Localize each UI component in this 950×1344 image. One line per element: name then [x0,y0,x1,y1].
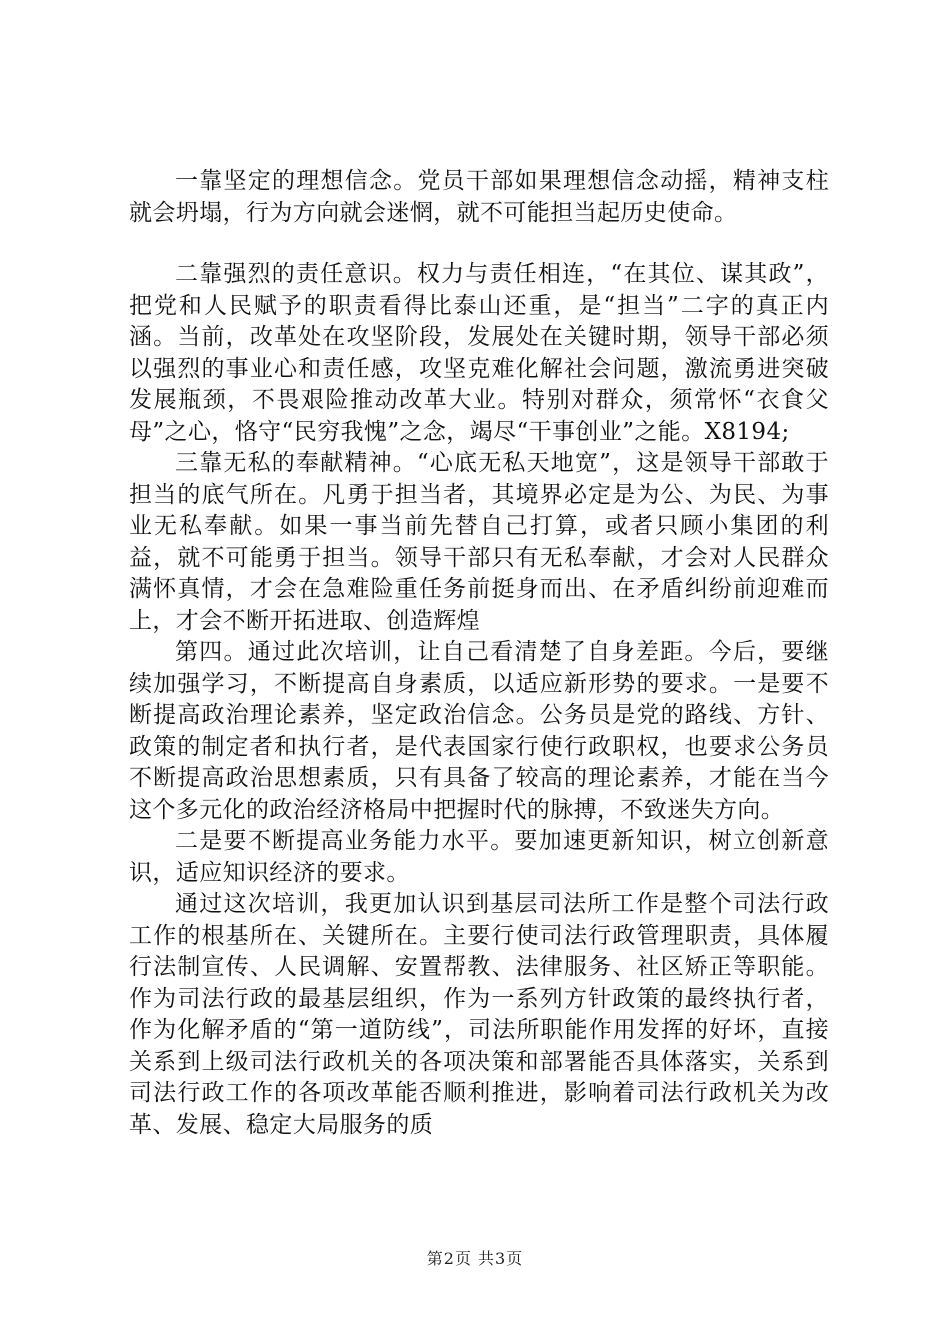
page-number-footer: 第2页 共3页 [426,1249,524,1268]
paragraph-spacer [129,229,829,259]
paragraph-ideals: 一靠坚定的理想信念。党员干部如果理想信念动摇，精神支柱就会坍塌，行为方向就会迷惘，就不可能担当起历史使命。 [129,168,829,226]
paragraph-fourth: 第四。通过此次培训，让自己看清楚了自身差距。今后，要继续加强学习，不断提高自身素质，以适应新形势的要求。一是要不断提高政治理论素养，坚定政治信念。公务员是党的路线、方针、政策的制定者和执行者，是代表国家行使行政职权，也要求公务员不断提高政治思想素质，只有具备了较高的理论素养，才能在当今这个多元化的政治经济格局中把握时代的脉搏，不致迷失方向。 [129,639,829,823]
paragraph-business-ability: 二是要不断提高业务能力水平。要加速更新知识，树立创新意识，适应知识经济的要求。 [129,828,829,886]
paragraph-dedication: 三靠无私的奉献精神。“心底无私天地宽”，这是领导干部敢于担当的底气所在。凡勇于担当者，其境界必定是为公、为民、为事业无私奉献。如果一事当前先替自己打算，或者只顾小集团的利益，就不可能勇于担当。领导干部只有无私奉献，才会对人民群众满怀真情，才会在急难险重任务前挺身而出、在矛盾纠纷前迎难而上，才会不断开拓进取、创造辉煌 [129,450,829,634]
paragraph-responsibility: 二靠强烈的责任意识。权力与责任相连，“在其位、谋其政”，把党和人民赋予的职责看得比泰山还重，是“担当”二字的真正内涵。当前，改革处在攻坚阶段，发展处在关键时期，领导干部必须以强烈的事业心和责任感，攻坚克难化解社会问题，激流勇进突破发展瓶颈，不畏艰险推动改革大业。特别对群众，须常怀“衣食父母”之心，恪守“民穷我愧”之念，竭尽“干事创业”之能。X8194; [129,261,829,445]
paragraph-judicial-office: 通过这次培训，我更加认识到基层司法所工作是整个司法行政工作的根基所在、关键所在。主要行使司法行政管理职责，具体履行法制宣传、人民调解、安置帮教、法律服务、社区矫正等职能。作为司法行政的最基层组织，作为一系列方针政策的最终执行者，作为化解矛盾的“第一道防线”，司法所职能作用发挥的好坏，直接关系到上级司法行政机关的各项决策和部署能否具体落实，关系到司法行政工作的各项改革能否顺利推进，影响着司法行政机关为改革、发展、稳定大局服务的质 [129,891,829,1138]
document-body [129,166,829,1141]
